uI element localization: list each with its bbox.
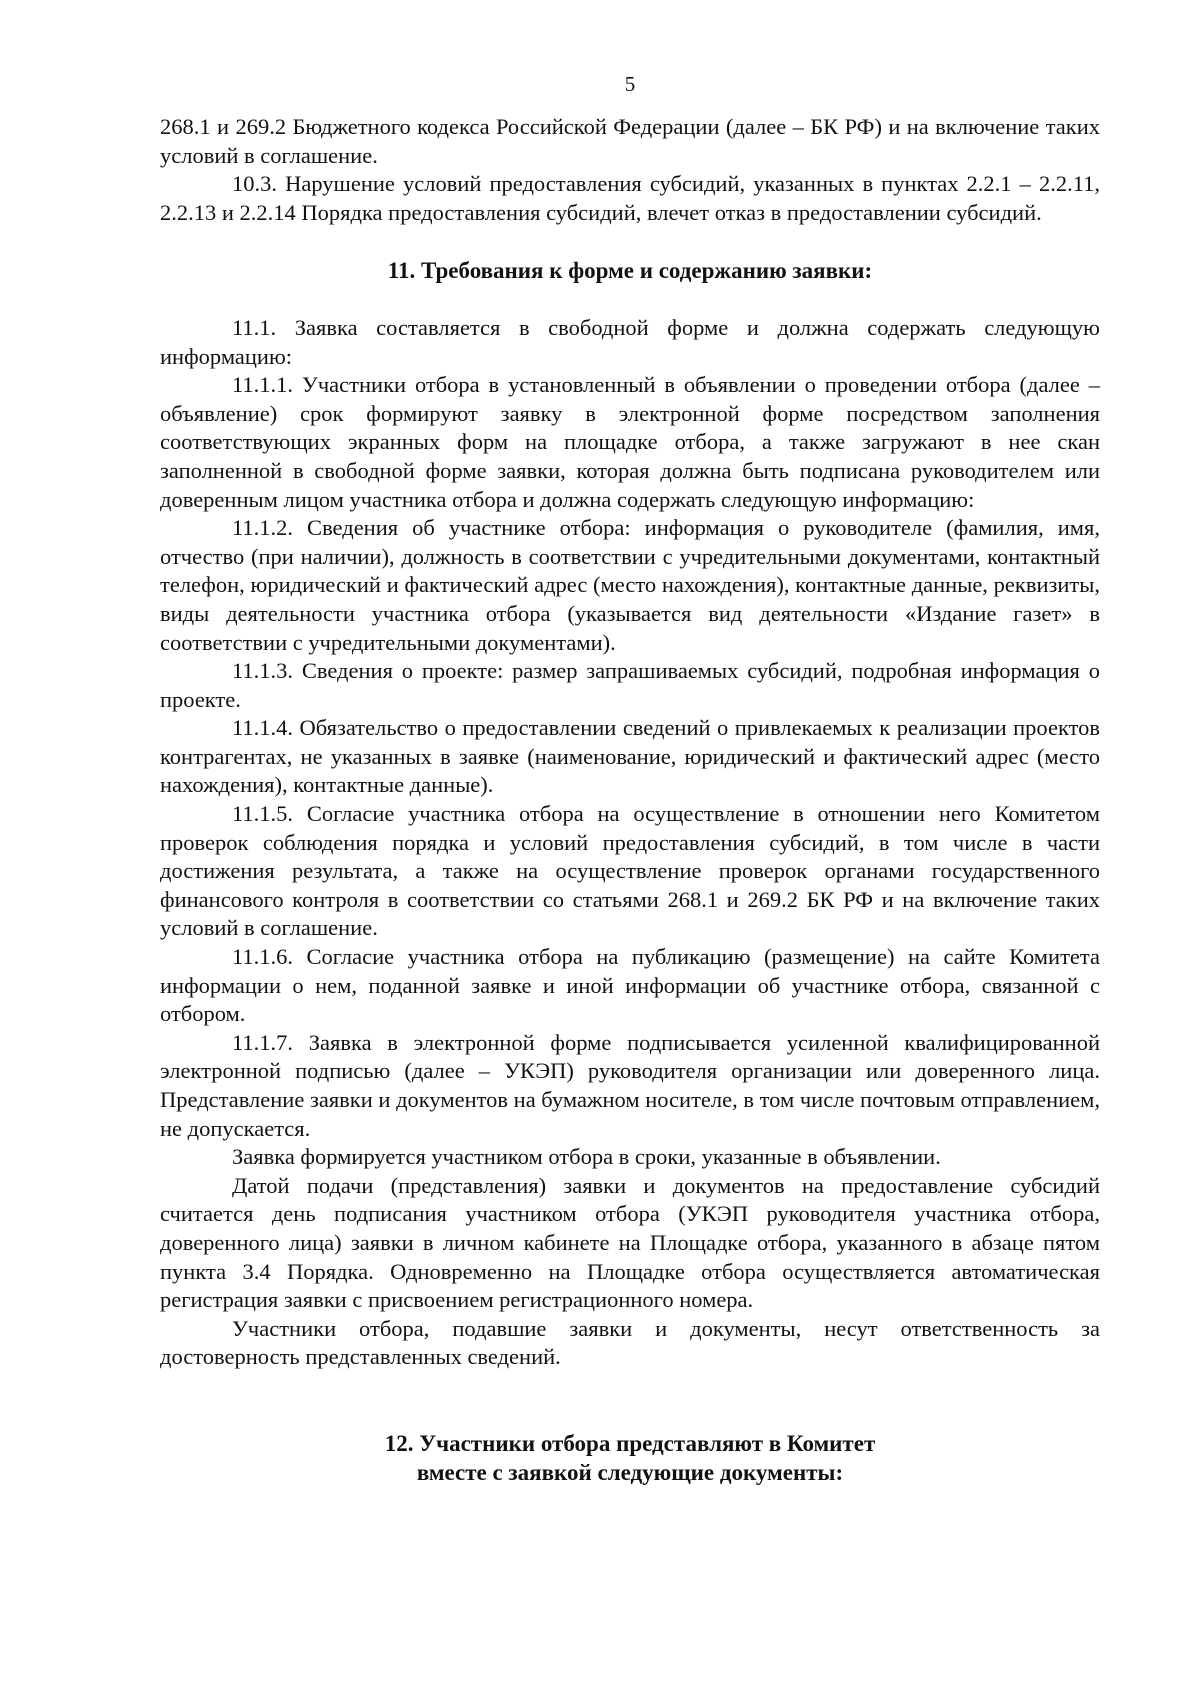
paragraph-11-1-6: 11.1.6. Согласие участника отбора на публикацию (размещение) на сайте Комитета информации о нем, поданной заявке и иной информации об участнике отбора, связанной с отбором. [160,944,1100,1027]
paragraph-11-1-2: 11.1.2. Сведения об участнике отбора: информация о руководителе (фамилия, имя, отчество (при наличии), должность в соответствии с учредительными документами, контактный телефон, юридический и фактический адрес (место нахождения), контактные данные, реквизиты, виды деятельности участника отбора (указывается вид деятельности «Издание газет» в соответствии с учредительными документами). [160,515,1100,655]
paragraph-11-1-5: 11.1.5. Согласие участника отбора на осуществление в отношении него Комитетом проверок соблюдения порядка и условий предоставления субсидий, в том числе в части достижения результата, а также на осуществление проверок органами государственного финансового контроля в соответствии со статьями 268.1 и 269.2 БК РФ и на включение таких условий в соглашение. [160,801,1100,941]
section-heading-12-line-1: 12. Участники отбора представляют в Комитет [384,1430,876,1456]
paragraph-responsibility: Участники отбора, подавшие заявки и документы, несут ответственность за достоверность представленных сведений. [160,1315,1100,1370]
paragraph-forming: Заявка формируется участником отбора в сроки, указанные в объявлении. [232,1144,941,1170]
paragraph-10-3: 10.3. Нарушение условий предоставления субсидий, указанных в пунктах 2.2.1 – 2.2.11, 2.2.13 и 2.2.14 Порядка предоставления субсидий, влечет отказ в предоставлении субсидий. [160,171,1100,225]
paragraph-intro: 268.1 и 269.2 Бюджетного кодекса Российской Федерации (далее – БК РФ) и на включение таких условий в соглашение. [160,114,1100,168]
paragraph-11-1: 11.1. Заявка составляется в свободной форме и должна содержать следующую информацию: [160,314,1100,369]
page-number: 5 [624,72,636,96]
paragraph-11-1-1: 11.1.1. Участники отбора в установленный в объявлении о проведении отбора (далее – объявление) срок формируют заявку в электронной форме посредством заполнения соответствующих экранных форм на площадке отбора, а также загружают в нее скан заполненной в свободной форме заявки, которая должна быть подписана руководителем или доверенным лицом участника отбора и должна содержать следующую информацию: [160,372,1100,512]
document-body [160,113,1100,1487]
paragraph-submission-date: Датой подачи (представления) заявки и документов на предоставление субсидий считается день подписания участником отбора (УКЭП руководителя участника отбора, доверенного лица) заявки в личном кабинете на Площадке отбора, указанного в абзаце пятом пункта 3.4 Порядка. Одновременно на Площадке отбора осуществляется автоматическая регистрация заявки с присвоением регистрационного номера. [160,1172,1100,1313]
paragraph-11-1-4: 11.1.4. Обязательство о предоставлении сведений о привлекаемых к реализации проектов контрагентах, не указанных в заявке (наименование, юридический и фактический адрес (место нахождения), контактные данные). [160,715,1100,798]
paragraph-11-1-7: 11.1.7. Заявка в электронной форме подписывается усиленной квалифицированной электронной подписью (далее – УКЭП) руководителя организации или доверенного лица. Представление заявки и документов на бумажном носителе, в том числе почтовым отправлением, не допускается. [160,1029,1100,1141]
paragraph-11-1-3: 11.1.3. Сведения о проекте: размер запрашиваемых субсидий, подробная информация о проекте. [160,658,1100,712]
section-heading-12-line-2: вместе с заявкой следующие документы: [416,1459,844,1485]
section-heading-12 [160,1430,1100,1487]
section-heading-11: 11. Требования к форме и содержанию заявки: [387,258,873,284]
